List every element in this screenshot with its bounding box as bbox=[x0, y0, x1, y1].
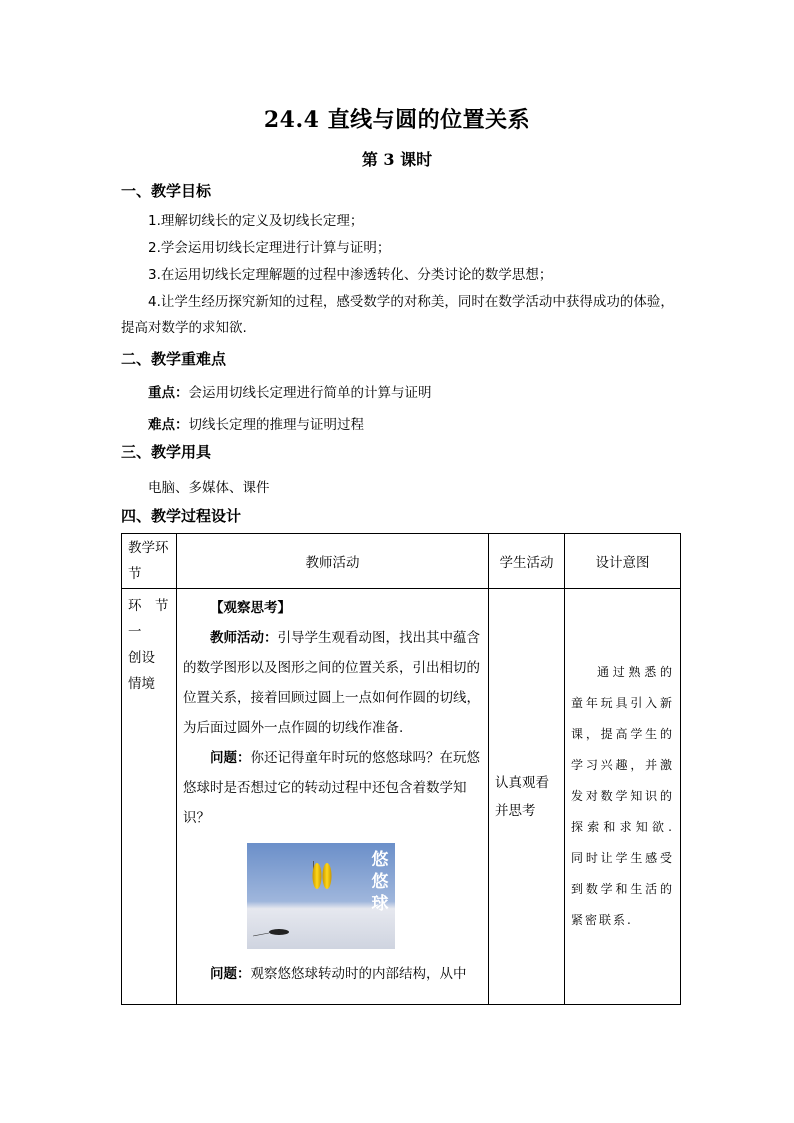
header-student: 学生活动 bbox=[489, 534, 565, 589]
tools-text: 电脑、多媒体、课件 bbox=[148, 480, 270, 496]
key-point-label: 重点： bbox=[148, 385, 189, 401]
table-header-row bbox=[122, 534, 681, 589]
section-heading-objectives: 一、教学目标 bbox=[121, 182, 212, 200]
header-intent: 设计意图 bbox=[565, 534, 681, 589]
objective-item: 3.在运用切线长定理解题的过程中渗透转化、分类讨论的数学思想； bbox=[148, 267, 553, 283]
section-heading-tools: 三、教学用具 bbox=[121, 443, 212, 461]
design-intent-cell bbox=[565, 589, 681, 1005]
stage-line: 创设 bbox=[128, 650, 155, 666]
key-point-line bbox=[121, 380, 681, 406]
objective-item: 4.让学生经历探究新知的过程，感受数学的对称美，同时在数学活动中获得成功的体验，提高对数学的求知欲. bbox=[121, 294, 674, 336]
header-stage: 教学环节 bbox=[122, 534, 177, 589]
observe-label: 【观察思考】 bbox=[210, 600, 291, 616]
question-label: 问题： bbox=[210, 750, 251, 766]
yoyo-image bbox=[247, 843, 395, 949]
stage-line: 环 节 bbox=[128, 598, 169, 614]
document-title: 24.4 直线与圆的位置关系 bbox=[263, 107, 531, 133]
document-subtitle: 第 3 课时 bbox=[361, 150, 433, 169]
teacher-activity-text: 引导学生观看动图，找出其中蕴含的数学图形以及图形之间的位置关系，引出相切的位置关系，接着回顾过圆上一点如何作圆的切线，为后面过圆外一点作圆的切线作准备. bbox=[183, 630, 480, 736]
question-label: 问题： bbox=[210, 966, 251, 982]
key-point-text: 会运用切线长定理进行简单的计算与证明 bbox=[188, 385, 432, 401]
section-heading-process: 四、教学过程设计 bbox=[121, 507, 242, 525]
section-heading-key-points: 二、教学重难点 bbox=[121, 350, 227, 368]
design-intent-text: 通过熟悉的童年玩具引入新课，提高学生的学习兴趣，并激发对数学知识的探索和求知欲.同时让学生感受到数学和生活的紧密联系. bbox=[571, 665, 674, 927]
table-row bbox=[122, 589, 681, 1005]
objective-item: 1.理解切线长的定义及切线长定理； bbox=[148, 213, 364, 229]
yoyo-caption-char: 球 bbox=[371, 894, 389, 914]
difficulty-text: 切线长定理的推理与证明过程 bbox=[188, 417, 364, 433]
student-activity-cell: 认真观看并思考 bbox=[489, 589, 565, 1005]
question-paragraph bbox=[183, 743, 482, 833]
yoyo-caption-char: 悠 bbox=[371, 850, 389, 870]
stage-line: 情境 bbox=[128, 676, 155, 692]
teacher-activity-paragraph bbox=[183, 623, 482, 743]
stage-line: 一 bbox=[128, 624, 142, 640]
question-text: 你还记得童年时玩的悠悠球吗？在玩悠悠球时是否想过它的转动过程中还包含着数学知识？ bbox=[183, 750, 480, 826]
process-table bbox=[121, 533, 681, 1005]
objective-item: 2.学会运用切线长定理进行计算与证明； bbox=[148, 240, 391, 256]
teacher-activity-cell bbox=[177, 589, 489, 1005]
yoyo-caption-char: 悠 bbox=[371, 872, 389, 892]
teacher-activity-label: 教师活动： bbox=[210, 630, 278, 646]
header-teacher: 教师活动 bbox=[177, 534, 489, 589]
question-text: 观察悠悠球转动时的内部结构，从中 bbox=[250, 966, 467, 982]
stage-cell bbox=[122, 589, 177, 1005]
difficulty-line bbox=[121, 412, 681, 438]
difficulty-label: 难点： bbox=[148, 417, 189, 433]
question-paragraph bbox=[183, 959, 482, 989]
